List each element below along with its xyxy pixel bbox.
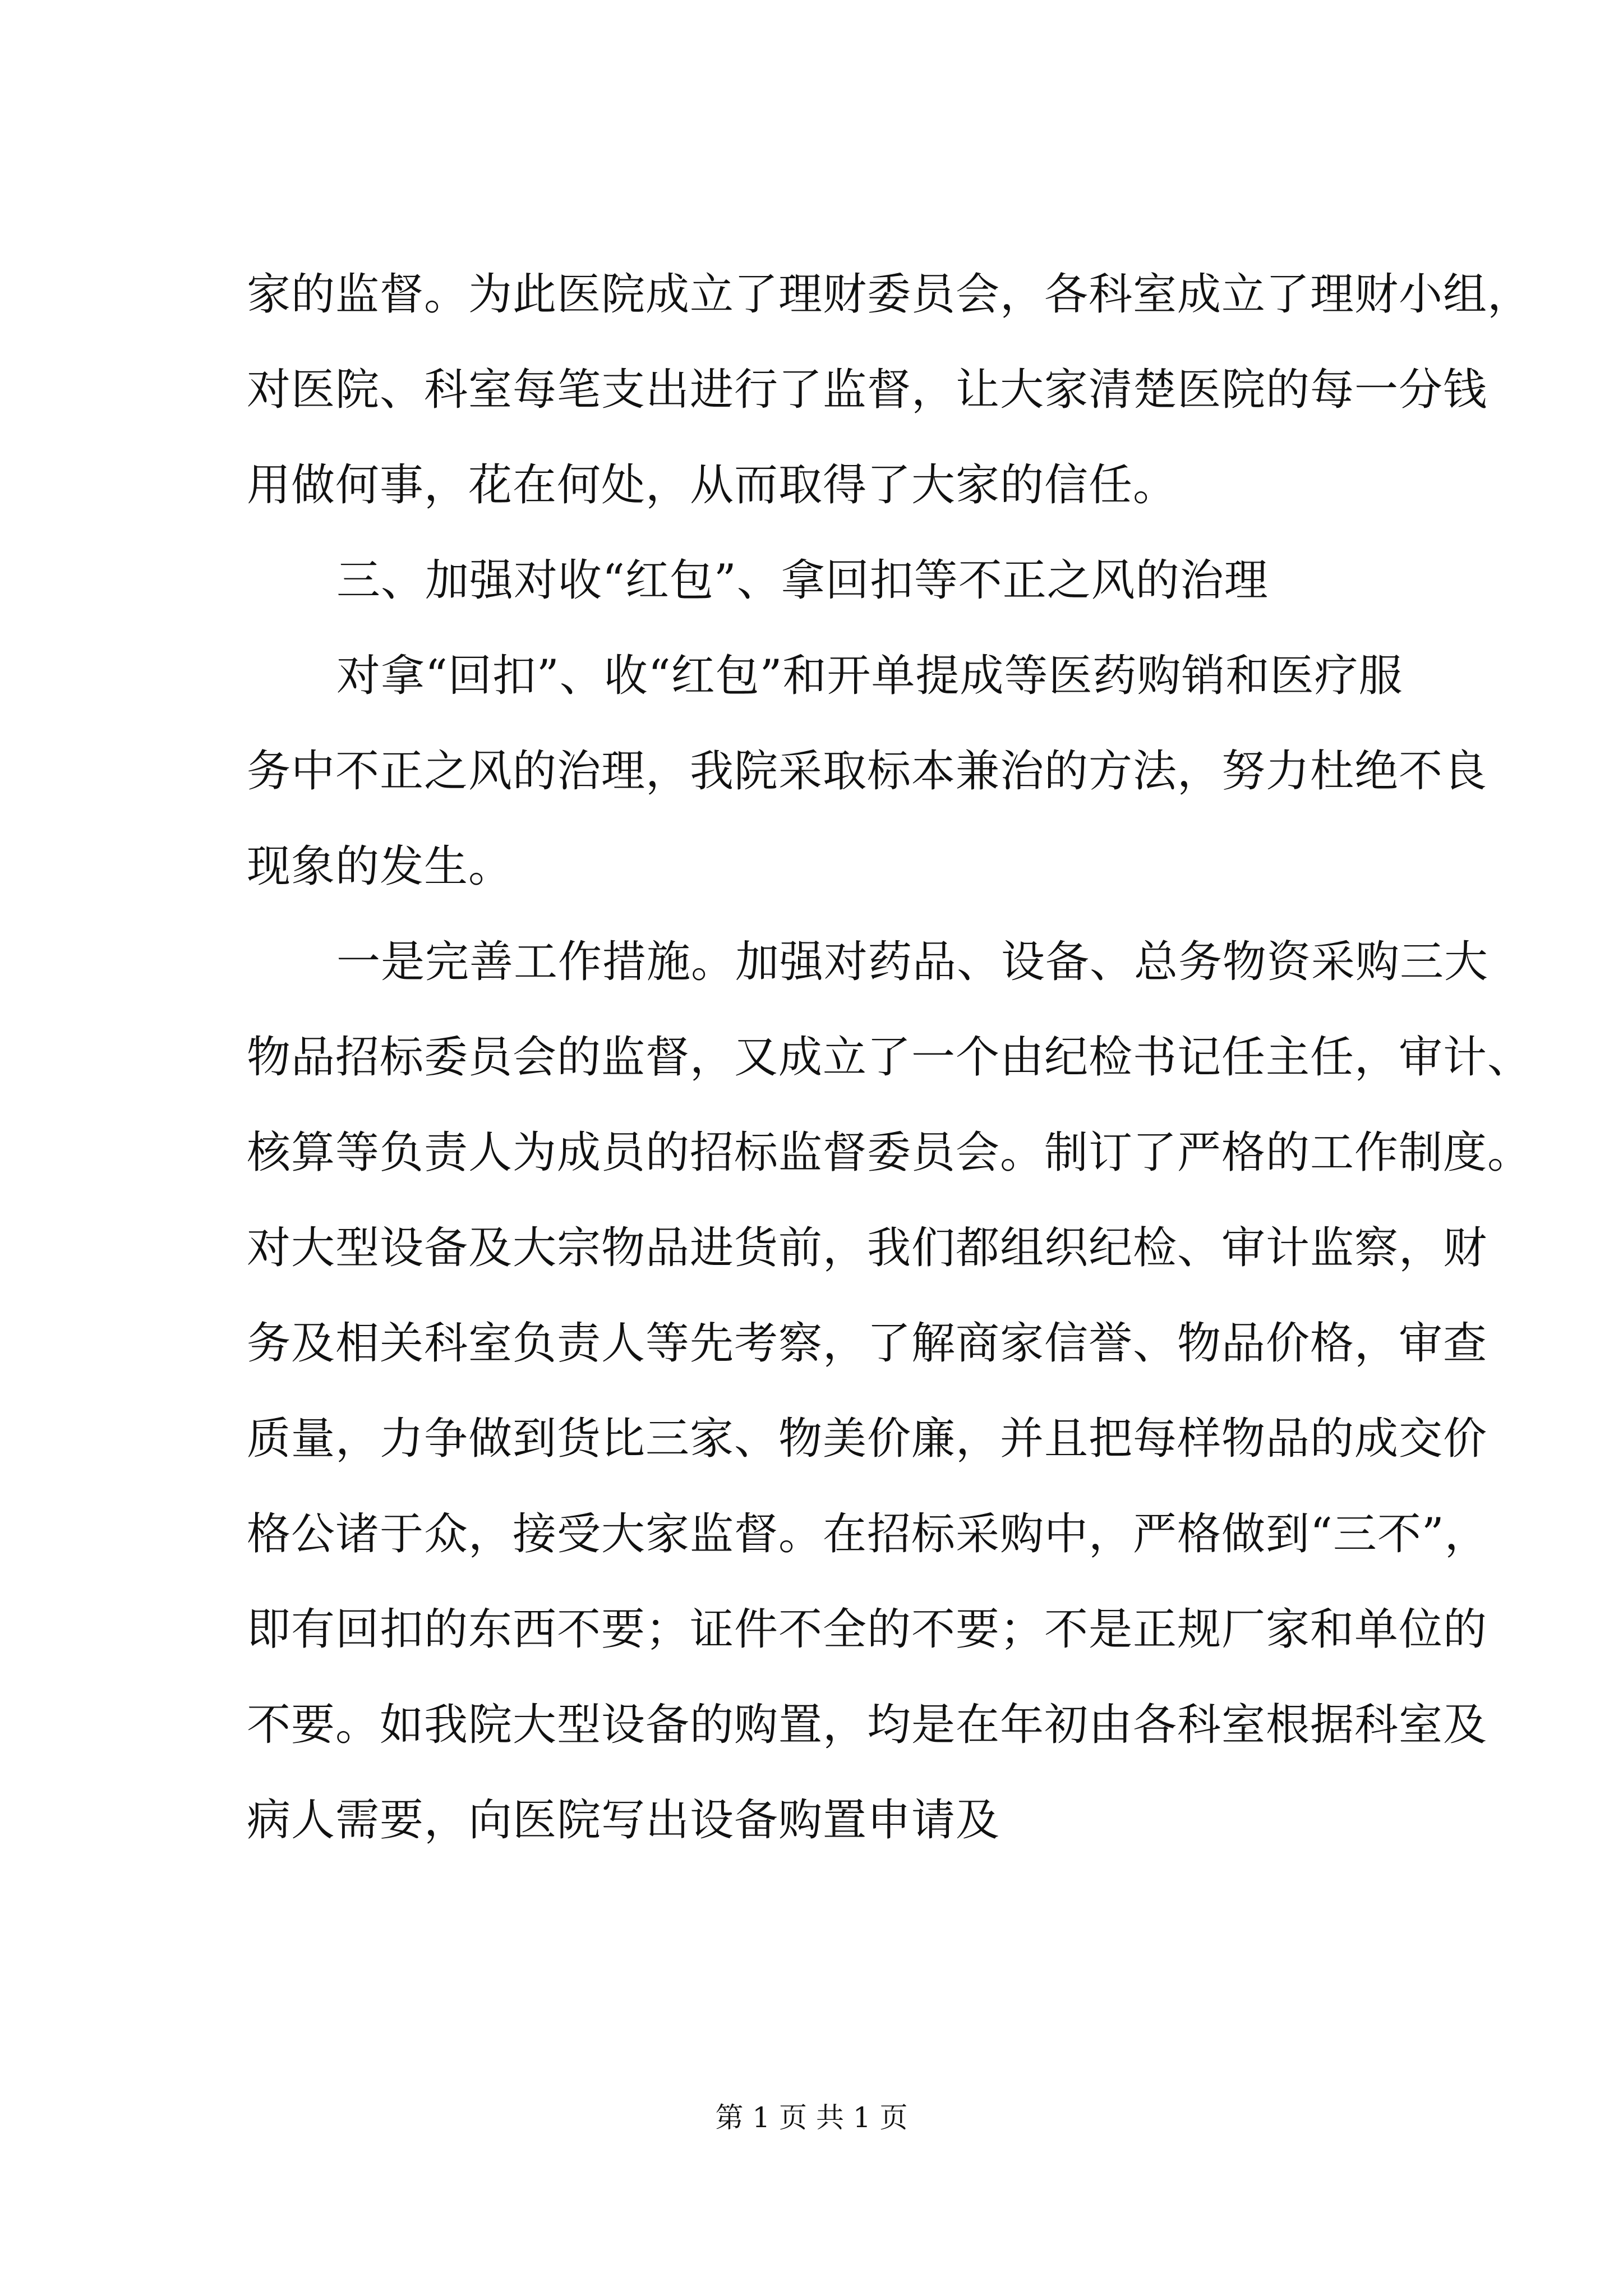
text-line: 质量，力争做到货比三家、物美价廉，并且把每样物品的成交价	[247, 1414, 1488, 1464]
text-line: 格公诸于众，接受大家监督。在招标采购中，严格做到“三不”，	[247, 1509, 1489, 1559]
text-line: 务中不正之风的治理，我院采取标本兼治的方法，努力杜绝不良	[247, 746, 1488, 797]
text-line: 务及相关科室负责人等先考察，了解商家信誉、物品价格，审查	[247, 1318, 1488, 1369]
page-number-footer: 第 1 页 共 1 页	[715, 2101, 908, 2134]
text-line: 现象的发生。	[247, 841, 513, 892]
text-line: 对拿“回扣”、收“红包”和开单提成等医药购销和医疗服	[336, 651, 1403, 701]
text-line: 用做何事，花在何处，从而取得了大家的信任。	[247, 460, 1178, 510]
text-line: 家的监督。为此医院成立了理财委员会，各科室成立了理财小组，	[247, 269, 1532, 320]
text-line: 对大型设备及大宗物品进货前，我们都组织纪检、审计监察，财	[247, 1223, 1488, 1273]
text-line: 一是完善工作措施。加强对药品、设备、总务物资采购三大	[336, 937, 1489, 987]
text-line: 核算等负责人为成员的招标监督委员会。制订了严格的工作制度。	[247, 1128, 1532, 1178]
text-line: 物品招标委员会的监督，又成立了一个由纪检书记任主任，审计、	[247, 1032, 1532, 1083]
text-line: 不要。如我院大型设备的购置，均是在年初由各科室根据科室及	[247, 1700, 1488, 1750]
section-heading: 三、加强对收“红包”、拿回扣等不正之风的治理	[336, 555, 1269, 606]
text-line: 即有回扣的东西不要；证件不全的不要；不是正规厂家和单位的	[247, 1604, 1488, 1655]
text-line: 对医院、科室每笔支出进行了监督，让大家清楚医院的每一分钱	[247, 365, 1488, 415]
text-line: 病人需要，向医院写出设备购置申请及	[247, 1795, 1000, 1846]
